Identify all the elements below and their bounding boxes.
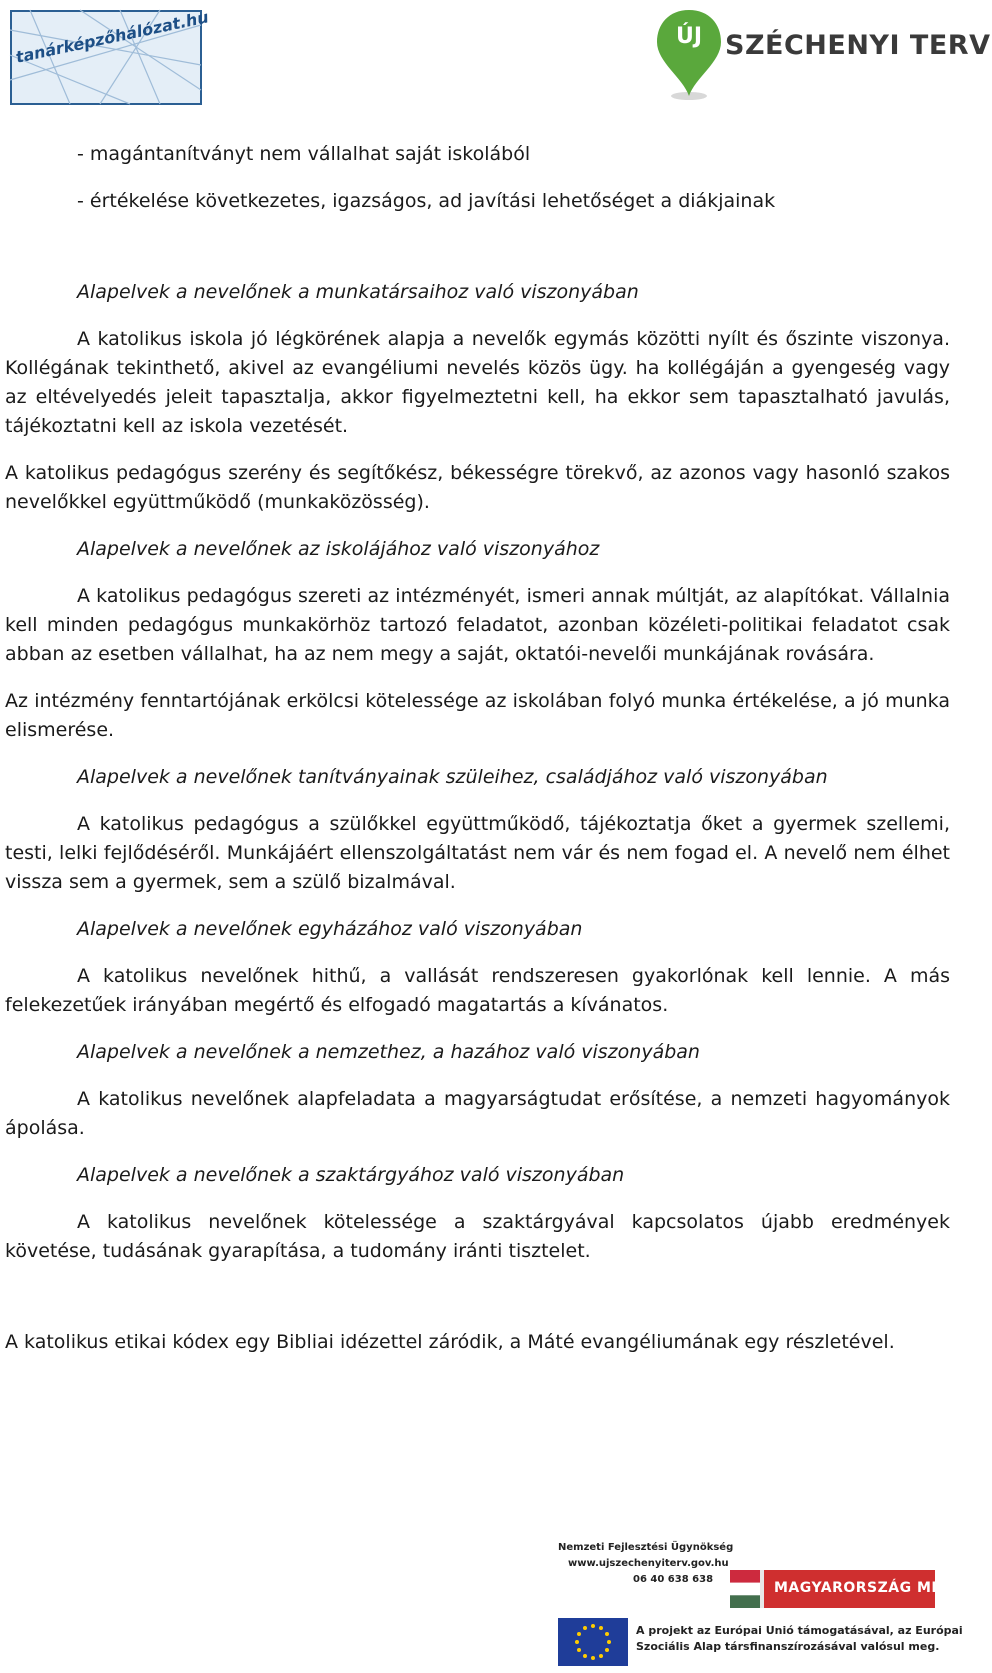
page-header [0, 0, 991, 110]
paragraph: A katolikus nevelőnek hithű, a vallását rendszeresen gyakorlónak kell lennie. A más felekezetűek irányában megértő és elfogadó magatartás a kívánatos. [5, 965, 950, 1016]
uj-badge-text: ÚJ [675, 24, 703, 49]
szechenyi-terv-text: SZÉCHENYI TERV [725, 30, 991, 61]
agency-name: Nemzeti Fejlesztési Ügynökség [558, 1542, 734, 1553]
section-heading: Alapelvek a nevelőnek tanítványainak szüleihez, családjához való viszonyában [77, 766, 828, 788]
section-heading: Alapelvek a nevelőnek a munkatársaihoz való viszonyában [77, 281, 639, 303]
paragraph: A katolikus nevelőnek kötelessége a szaktárgyával kapcsolatos újabb eredmények követése, tudásának gyarapítása, a tudomány iránti tisztelet. [5, 1211, 950, 1262]
agency-phone: 06 40 638 638 [633, 1574, 714, 1585]
paragraph: A katolikus etikai kódex egy Bibliai idézettel záródik, a Máté evangéliumának egy részletével. [5, 1331, 895, 1353]
tanarkepzohalozat-logo [10, 7, 211, 105]
magyarorszag-megujul-badge [730, 1570, 992, 1608]
list-item: - értékelése következetes, igazságos, ad javítási lehetőséget a diákjainak [77, 190, 776, 212]
list-item: - magántanítványt nem vállalhat saját iskolából [77, 143, 531, 165]
agency-website: www.ujszechenyiterv.gov.hu [568, 1558, 729, 1569]
section-heading: Alapelvek a nevelőnek a szaktárgyához való viszonyában [77, 1164, 625, 1186]
section-heading: Alapelvek a nevelőnek a nemzethez, a hazához való viszonyában [77, 1041, 700, 1063]
country-badge-text: MAGYARORSZÁG MEGÚJUL [774, 1580, 992, 1596]
paragraph: A katolikus nevelőnek alapfeladata a magyarságtudat erősítése, a nemzeti hagyományok ápolása. [5, 1088, 950, 1139]
section-heading: Alapelvek a nevelőnek egyházához való viszonyában [77, 918, 583, 940]
paragraph: A katolikus pedagógus a szülőkkel együttműködő, tájékoztatja őket a gyermek szellemi, testi, lelki fejlődéséről. Munkájáért ellenszolgáltatást nem vár és nem fogad el. A nevelő nem élhet vissza sem a gyermek, sem a szülő bizalmával. [5, 813, 950, 893]
document-body [5, 140, 950, 1357]
tanarkepzohalozat-logo-text: tanárképzőhálózat.hu [14, 7, 211, 67]
eu-support-line-2: Szociális Alap társfinanszírozásával valósul meg. [636, 1640, 940, 1653]
uj-szechenyi-terv-logo [655, 8, 991, 103]
paragraph: A katolikus iskola jó légkörének alapja a nevelők egymás közötti nyílt és őszinte viszonya. Kollégának tekinthető, akivel az evangéliumi nevelés közös ügy. ha kollégáján a gyengeség vagy az eltévelyedés jeleit tapasztalja, akkor figyelmeztetni kell, ha ekkor sem tapasztalható javulás, tájékoztatni kell az iskola vezetését. [5, 328, 950, 437]
paragraph: Az intézmény fenntartójának erkölcsi kötelessége az iskolában folyó munka értékelése, a jó munka elismerése. [5, 690, 950, 741]
location-pin-icon [655, 8, 725, 103]
eu-support-line-1: A projekt az Európai Unió támogatásával, az Európai [636, 1624, 963, 1637]
paragraph: A katolikus pedagógus szereti az intézményét, ismeri annak múltját, az alapítókat. Vállalnia kell minden pedagógus munkakörhöz tartozó feladatot, azonban közéleti-politikai feladatot csak abban az esetben vállalhat, ha az nem megy a saját, oktatói-nevelői munkájának rovására. [5, 585, 950, 665]
section-heading: Alapelvek a nevelőnek az iskolájához való viszonyához [77, 538, 600, 560]
page-footer [558, 1540, 992, 1668]
paragraph: A katolikus pedagógus szerény és segítőkész, békességre törekvő, az azonos vagy hasonló szakos nevelőkkel együttműködő (munkaközösség). [5, 462, 950, 513]
eu-flag-icon [558, 1618, 628, 1666]
